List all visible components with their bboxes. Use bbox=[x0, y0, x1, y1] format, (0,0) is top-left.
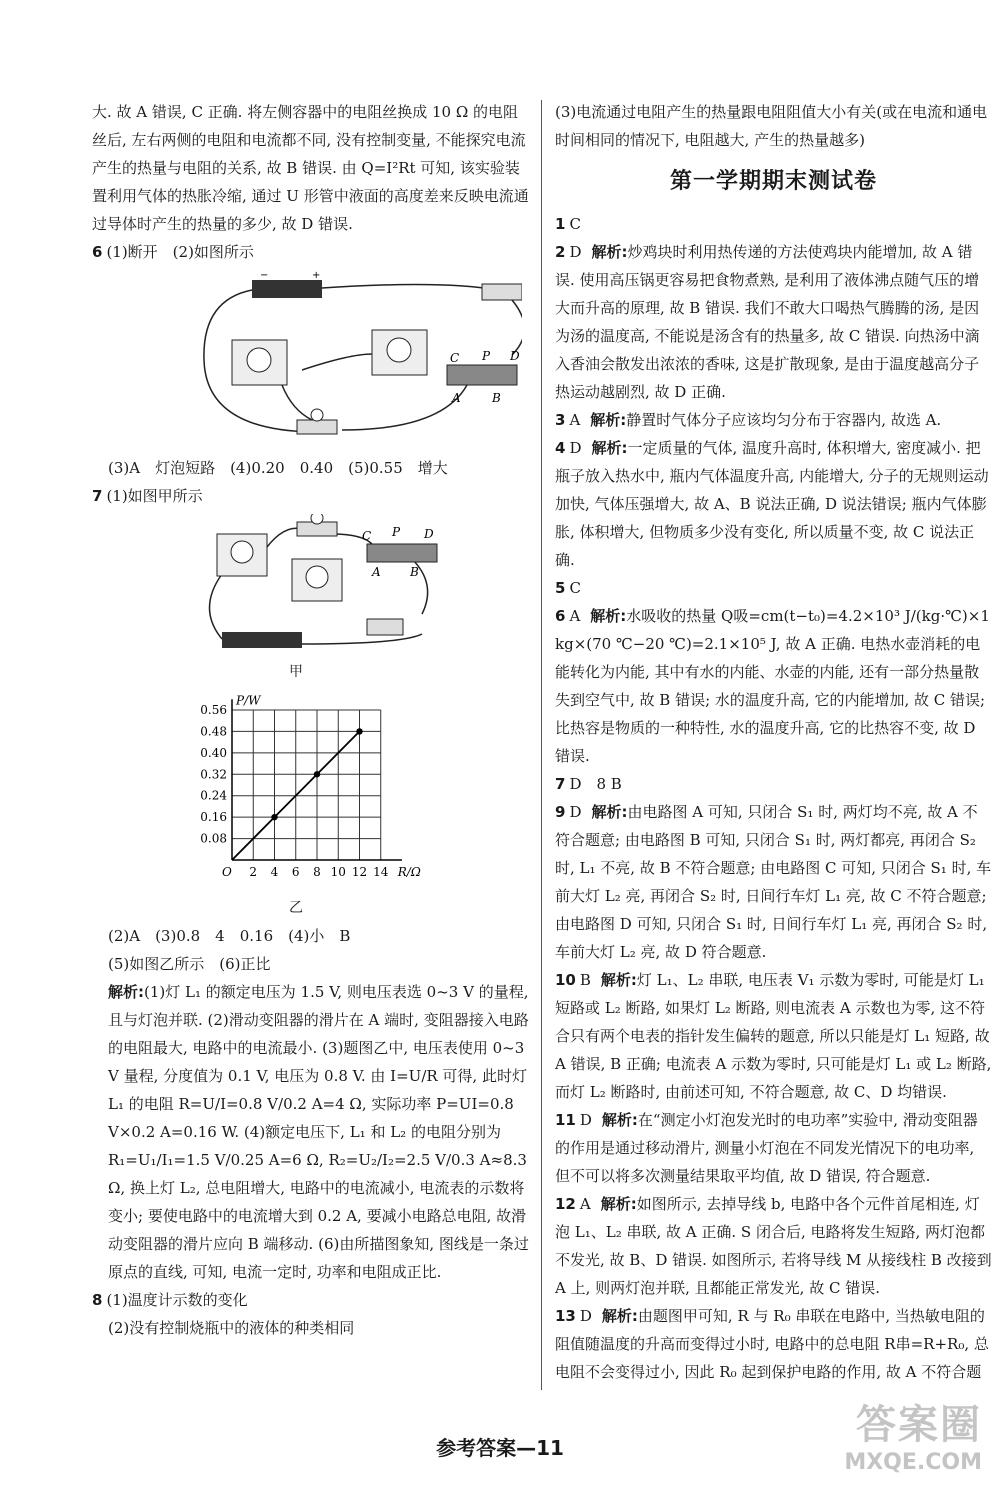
watermark-logo bbox=[844, 1393, 982, 1475]
answer-number: 11 bbox=[555, 1111, 576, 1129]
explanation-text: 如图所示, 去掉导线 b, 电路中各个元件首尾相连, 灯泡 L₁、L₂ 串联, 故 A 正确. S 闭合后, 电路将发生短路, 两灯泡都不发光, 故 B、D 错误. 如图所示, 若将导线 M 从接线柱 B 改接到 A 上, 则两灯泡并联, 且都能正常发光, 故 C 错误. bbox=[555, 1195, 992, 1297]
data-point bbox=[356, 728, 362, 734]
explanation-label: 解析: bbox=[108, 983, 144, 1001]
svg-text:P: P bbox=[482, 349, 491, 363]
answer-list bbox=[555, 210, 992, 1386]
answer-number: 10 bbox=[555, 971, 576, 989]
q6-text: (1)断开 (2)如图所示 bbox=[106, 243, 254, 261]
paragraph-q5-tail: 大. 故 A 错误, C 正确. 将左侧容器中的电阻丝换成 10 Ω 的电阻丝后, 左右两侧的电阻和电流都不同, 没有控制变量, 不能探究电流产生的热量与电阻的关系, 故 B 错误. 由 Q=I²Rt 可知, 该实验装置利用气体的热胀冷缩, 通过 U 形管中液面的高度差来反映电流通过导体时产生的热量的多少, 故 D 错误. bbox=[92, 103, 529, 233]
svg-text:P: P bbox=[392, 525, 401, 539]
q8-text-1: (1)温度计示数的变化 bbox=[106, 1291, 248, 1309]
q8-text-3: (3)电流通过电阻产生的热量跟电阻阻值大小有关(或在电流和通电时间相同的情况下, 电阻越大, 产生的热量越多) bbox=[555, 103, 988, 149]
answer-number: 2 bbox=[555, 243, 566, 261]
y-tick-label: 0.40 bbox=[200, 745, 227, 760]
q6-number: 6 bbox=[92, 243, 103, 261]
section-title: 第一学期期末测试卷 bbox=[669, 169, 877, 194]
explanation-label: 解析: bbox=[600, 1195, 637, 1213]
rheostat-icon bbox=[447, 365, 517, 385]
answer-choice: A bbox=[569, 607, 581, 625]
explanation-label: 解析: bbox=[590, 607, 627, 625]
q8-line bbox=[92, 1286, 530, 1314]
answer-number: 1 bbox=[555, 215, 566, 233]
answer-item bbox=[555, 770, 992, 798]
answer-choice: A bbox=[579, 1195, 591, 1213]
x-tick-label: 14 bbox=[373, 865, 389, 879]
right-column bbox=[555, 98, 992, 1386]
answer-choice: D 8 B bbox=[569, 775, 622, 793]
svg-text:B: B bbox=[410, 565, 419, 579]
origin-label: O bbox=[222, 865, 232, 879]
switch-icon bbox=[367, 619, 403, 635]
power-resistance-chart bbox=[192, 690, 452, 890]
answer-choice: C bbox=[569, 579, 581, 597]
explanation-text: 由题图甲可知, R 与 R₀ 串联在电路中, 当热敏电阻的阻值随温度的升高而变得过小时, 电路中的总电阻 R串=R+R₀, 总电阻不会变得过小, 因此 R₀ 起到保护电路的作用, 故 A 不符合题 bbox=[555, 1307, 989, 1381]
x-axis-label: R/Ω bbox=[397, 865, 421, 879]
answer-item bbox=[555, 1190, 992, 1302]
y-tick-label: 0.24 bbox=[200, 788, 227, 803]
q6-answers: (3)A 灯泡短路 (4)0.20 0.40 (5)0.55 增大 bbox=[108, 459, 448, 477]
explanation-label: 解析: bbox=[591, 243, 628, 261]
q7-answers-2: (5)如图乙所示 (6)正比 bbox=[108, 955, 271, 973]
battery-icon bbox=[222, 632, 302, 648]
circuit-figure-jia bbox=[202, 514, 462, 654]
answer-number: 7 bbox=[555, 775, 566, 793]
answer-number: 3 bbox=[555, 411, 566, 429]
answer-choice: D bbox=[569, 243, 582, 261]
q8-text-2: (2)没有控制烧瓶中的液体的种类相同 bbox=[108, 1319, 355, 1337]
circuit-figure-q6 bbox=[192, 270, 522, 450]
data-point bbox=[271, 814, 277, 820]
explanation-label: 解析: bbox=[600, 971, 637, 989]
answer-number: 6 bbox=[555, 607, 566, 625]
switch-icon bbox=[482, 284, 522, 300]
y-tick-label: 0.48 bbox=[200, 724, 227, 739]
y-tick-label: 0.16 bbox=[200, 810, 227, 825]
y-tick-label: 0.08 bbox=[200, 831, 227, 846]
answer-choice: D bbox=[579, 1111, 592, 1129]
answer-number: 4 bbox=[555, 439, 566, 457]
q8-number: 8 bbox=[92, 1291, 103, 1309]
explanation-label: 解析: bbox=[601, 1111, 638, 1129]
x-tick-label: 4 bbox=[270, 865, 279, 879]
explanation-text: 水吸收的热量 Q吸=cm(t−t₀)=4.2×10³ J/(kg·℃)×1 kg×(70 ℃−20 ℃)=2.1×10⁵ J, 故 A 正确. 电热水壶消耗的电能转化为内能, 其中有水的内能、水壶的内能, 还有一部分热量散失到空气中, 故 B 错误; 水的温度升高, 它的内能增加, 故 C 错误; 比热容是物质的一种特性, 水的温度升高, 它的比热容不变, 故 D 错误. bbox=[555, 607, 990, 765]
y-tick-label: 0.56 bbox=[200, 703, 227, 717]
x-tick-label: 10 bbox=[330, 865, 346, 879]
answer-number: 5 bbox=[555, 579, 566, 597]
left-column bbox=[92, 98, 530, 1342]
answer-item bbox=[555, 602, 992, 770]
page-footer: 参考答案—11 bbox=[436, 1436, 564, 1460]
explanation-text: 在“测定小灯泡发光时的电功率”实验中, 滑动变阻器的作用是通过移动滑片, 测量小灯泡在不同发光情况下的电功率, 但不可以将多次测量结果取平均值, 故 D 错误, 符合题意. bbox=[555, 1111, 978, 1185]
svg-text:+: + bbox=[312, 270, 321, 281]
svg-text:D: D bbox=[424, 527, 434, 541]
explanation-text: 炒鸡块时利用热传递的方法使鸡块内能增加, 故 A 错误. 使用高压锅更容易把食物煮熟, 是利用了液体沸点随气压的增大而升高的原理, 故 B 错误. 我们不敢大口喝热气腾腾的汤, 是因为汤的温度高, 不能说是汤含有的热量多, 故 C 错误. 向热汤中滴入香油会散发出浓浓的香味, 这是扩散现象, 是由于温度越高分子热运动越剧烈, 故 D 正确. bbox=[555, 243, 980, 401]
q7-number: 7 bbox=[92, 487, 103, 505]
data-point bbox=[314, 771, 320, 777]
svg-text:−: − bbox=[260, 270, 269, 281]
x-tick-label: 2 bbox=[249, 865, 258, 879]
battery-icon bbox=[252, 280, 322, 298]
answer-choice: D bbox=[569, 439, 582, 457]
q7-line bbox=[92, 482, 530, 510]
explanation-text: 灯 L₁、L₂ 串联, 电压表 V₁ 示数为零时, 可能是灯 L₁ 短路或 L₂ 断路, 如果灯 L₂ 断路, 则电流表 A 示数也为零, 这不符合只有两个电表的指针发生偏转的题意, 所以只能是灯 L₁ 短路, 故 A 错误, B 正确; 电流表 A 示数为零时, 只可能是灯 L₁ 或 L₂ 断路, 而灯 L₂ 断路时, 由前述可知, 不符合题意, 故 C、D 均错误. bbox=[555, 971, 992, 1101]
answer-item bbox=[555, 238, 992, 406]
bulb-icon bbox=[297, 420, 337, 434]
q7-explanation bbox=[92, 978, 530, 1286]
explanation-text: 由电路图 A 可知, 只闭合 S₁ 时, 两灯均不亮, 故 A 不符合题意; 由电路图 B 可知, 只闭合 S₁ 时, 两灯都亮, 再闭合 S₂ 时, L₁ 不亮, 故 B 不符合题意; 由电路图 C 可知, 只闭合 S₁ 时, 车前大灯 L₂ 亮, 再闭合 S₂ 时, 日间行车灯 L₁ 亮, 故 C 不符合题意; 由电路图 D 可知, 只闭合 S₁ 时, 日间行车灯 L₁ 亮, 再闭合 S₂ 时, 车前大灯 L₂ 亮, 故 D 符合题意. bbox=[555, 803, 992, 961]
answer-number: 9 bbox=[555, 803, 566, 821]
answer-item bbox=[555, 1106, 992, 1190]
answer-item bbox=[555, 966, 992, 1106]
answer-choice: A bbox=[569, 411, 581, 429]
svg-text:A: A bbox=[372, 565, 381, 579]
svg-text:A: A bbox=[452, 391, 461, 405]
watermark-text: 答案圈 bbox=[856, 1402, 982, 1448]
explanation-text: 一定质量的气体, 温度升高时, 体积增大, 密度减小. 把瓶子放入热水中, 瓶内气体温度升高, 内能增大, 分子的无规则运动加快, 气体压强增大, 故 A、B 说法正确, D 说法错误; 瓶内气体膨胀, 体积增大, 但物质多少没有变化, 所以质量不变, 故 C 说法正确. bbox=[555, 439, 989, 569]
answer-item bbox=[555, 574, 992, 602]
explanation-text: (1)灯 L₁ 的额定电压为 1.5 V, 则电压表选 0~3 V 的量程, 且与灯泡并联. (2)滑动变阻器的滑片在 A 端时, 变阻器接入电路的电阻最大, 电路中的电流最小. (3)题图乙中, 电压表使用 0~3 V 量程, 分度值为 0.1 V, 电压为 0.8 V. 由 I=U/R 可得, 此时灯 L₁ 的电阻 R=U/I=0.8 V/0.2 A=4 Ω, 实际功率 P=UI=0.8 V×0.2 A=0.16 W. (4)额定电压下, L₁ 和 L₂ 的电阻分别为 R₁=U₁/I₁=1.5 V/0.25 A=6 Ω, R₂=U₂/I₂=2.5 V/0.3 A≈8.3 Ω, 换上灯 L₂, 总电阻增大, 电路中的电流减小, 电流表的示数将变小; 要使电路中的电流增大到 0.2 A, 要减小电路总电阻, 故滑动变阻器的滑片应向 B 端移动. (6)由所描图象知, 图线是一条过原点的直线, 可知, 电流一定时, 功率和电阻成正比. bbox=[108, 983, 529, 1281]
answer-item bbox=[555, 1302, 992, 1386]
explanation-label: 解析: bbox=[590, 411, 627, 429]
answer-choice: D bbox=[579, 1307, 592, 1325]
answer-number: 13 bbox=[555, 1307, 576, 1325]
q7-answers-1: (2)A (3)0.8 4 0.16 (4)小 B bbox=[108, 927, 351, 945]
explanation-label: 解析: bbox=[601, 1307, 638, 1325]
answer-item bbox=[555, 406, 992, 434]
answer-choice: B bbox=[579, 971, 591, 989]
answer-item bbox=[555, 434, 992, 574]
svg-text:C: C bbox=[362, 529, 372, 543]
q7-text: (1)如图甲所示 bbox=[106, 487, 203, 505]
figure-caption-yi: 乙 bbox=[289, 900, 303, 916]
y-axis-label: P/W bbox=[236, 693, 261, 708]
q6-line bbox=[92, 238, 530, 266]
column-divider bbox=[541, 100, 542, 1390]
explanation-label: 解析: bbox=[591, 439, 628, 457]
x-tick-label: 8 bbox=[313, 865, 321, 879]
answer-number: 12 bbox=[555, 1195, 576, 1213]
y-tick-label: 0.32 bbox=[200, 767, 227, 782]
x-tick-label: 6 bbox=[291, 865, 300, 879]
rheostat-icon bbox=[367, 544, 437, 562]
answer-choice: D bbox=[569, 803, 582, 821]
explanation-text: 静置时气体分子应该均匀分布于容器内, 故选 A. bbox=[626, 411, 942, 429]
figure-caption-jia: 甲 bbox=[289, 664, 303, 680]
svg-text:B: B bbox=[492, 391, 501, 405]
answer-item bbox=[555, 798, 992, 966]
watermark-url: MXQE.COM bbox=[844, 1450, 982, 1475]
x-tick-label: 12 bbox=[351, 865, 368, 879]
answer-item bbox=[555, 210, 992, 238]
explanation-label: 解析: bbox=[591, 803, 628, 821]
answer-choice: C bbox=[569, 215, 581, 233]
svg-text:C: C bbox=[450, 351, 460, 365]
svg-text:D: D bbox=[510, 349, 520, 363]
